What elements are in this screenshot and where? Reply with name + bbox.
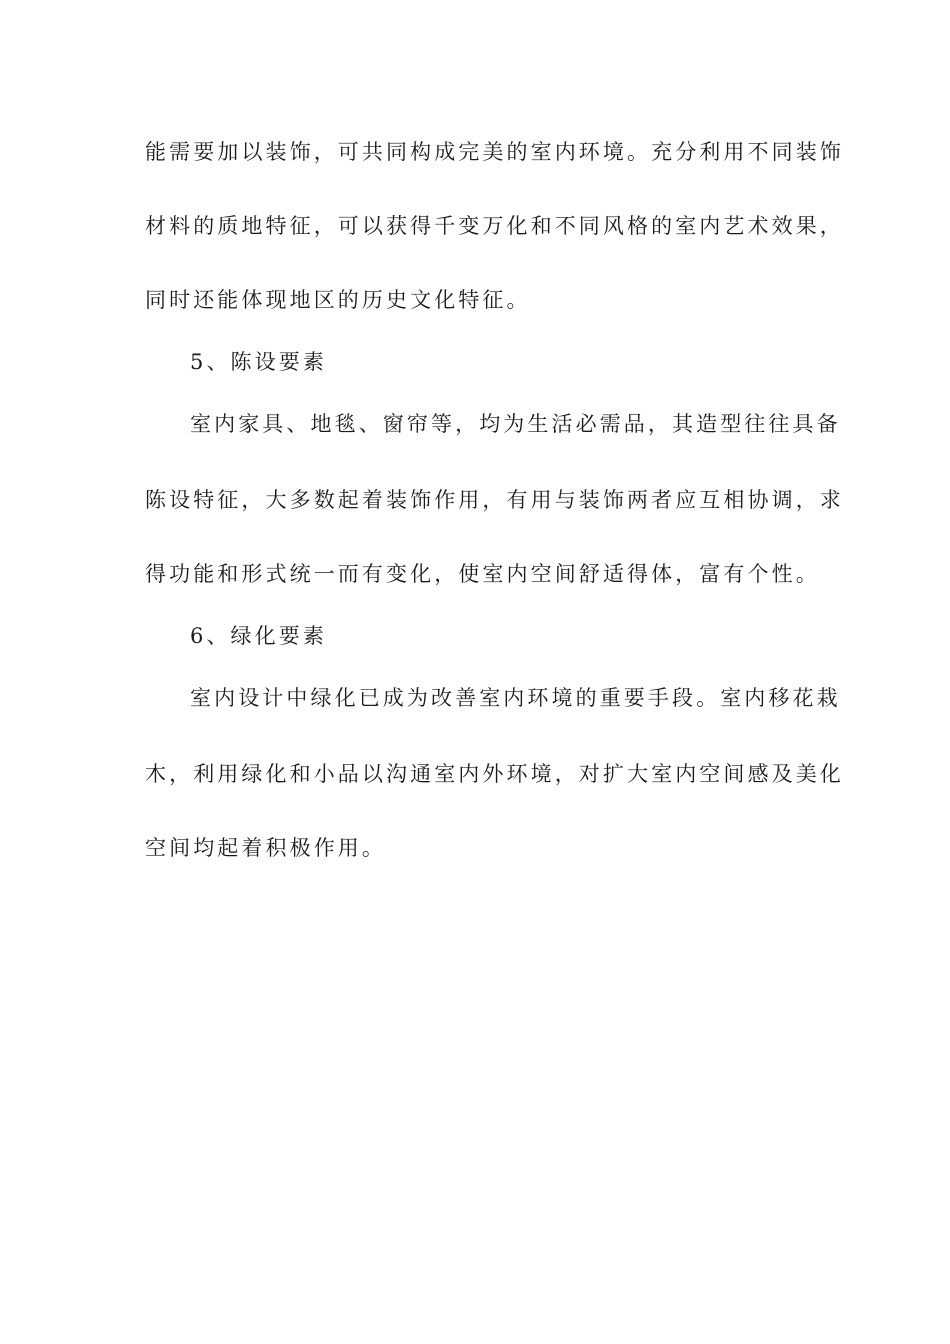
section-heading: 6、绿化要素 bbox=[190, 624, 327, 648]
section-heading: 5、陈设要素 bbox=[190, 350, 327, 374]
paragraph-line: 陈设特征，大多数起着装饰作用，有用与装饰两者应互相协调，求 bbox=[145, 488, 844, 512]
paragraph-line: 能需要加以装饰，可共同构成完美的室内环境。充分利用不同装饰 bbox=[145, 140, 844, 164]
paragraph-line: 空间均起着积极作用。 bbox=[145, 836, 386, 860]
paragraph-line: 得功能和形式统一而有变化，使室内空间舒适得体，富有个性。 bbox=[145, 562, 820, 586]
paragraph-line: 室内家具、地毯、窗帘等，均为生活必需品，其造型往往具备 bbox=[190, 412, 841, 436]
paragraph-line: 木，利用绿化和小品以沟通室内外环境，对扩大室内空间感及美化 bbox=[145, 762, 844, 786]
paragraph-line: 同时还能体现地区的历史文化特征。 bbox=[145, 288, 531, 312]
paragraph-line: 材料的质地特征，可以获得千变万化和不同风格的室内艺术效果， bbox=[145, 214, 844, 238]
paragraph-line: 室内设计中绿化已成为改善室内环境的重要手段。室内移花栽 bbox=[190, 686, 841, 710]
